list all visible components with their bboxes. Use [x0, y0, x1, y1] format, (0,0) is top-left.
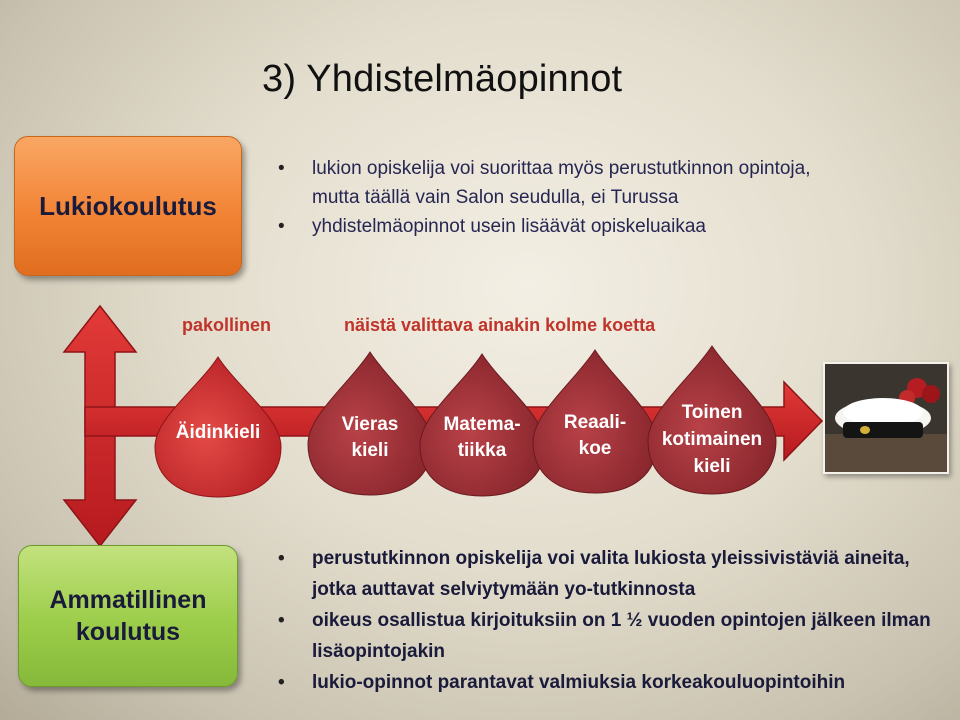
subject-line: kieli — [693, 456, 731, 477]
graduation-cap-icon — [825, 364, 947, 472]
lukio-bullet: • lukion opiskelija voi suorittaa myös perustutkinnon opintoja, mutta täällä vain Salon seudulla, ei Turussa — [278, 154, 858, 212]
ammatillinen-bullet-list — [278, 543, 958, 698]
subject-toinen-kotimainen — [647, 399, 777, 480]
subject-line: Reaali- — [563, 412, 627, 433]
slide-title: 3) Yhdistelmäopinnot — [262, 58, 623, 100]
graduation-cap-photo — [823, 362, 949, 474]
subject-vieras-kieli — [312, 412, 428, 464]
elective-label: näistä valittava ainakin kolme koetta — [344, 315, 656, 335]
subject-line: Vieras — [341, 414, 399, 435]
ammatillinen-label-line: koulutus — [75, 618, 181, 646]
subject-line: Äidinkieli — [175, 422, 261, 443]
ammatillinen-koulutus-box — [18, 545, 238, 687]
subject-matematiikka — [424, 412, 540, 464]
subject-line: kotimainen — [661, 429, 763, 450]
subject-line: koe — [578, 438, 612, 459]
ammatillinen-bullet: • oikeus osallistua kirjoituksiin on 1 ½ vuoden opintojen jälkeen ilman lisäopintojakin — [278, 605, 958, 667]
subject-line: tiikka — [457, 440, 507, 461]
ammatillinen-bullet: • perustutkinnon opiskelija voi valita lukiosta yleissivistäviä aineita, jotka auttavat selviytymään yo-tutkinnosta — [278, 543, 958, 605]
ammatillinen-label-line: Ammatillinen — [49, 585, 207, 614]
lukio-bullet: • yhdistelmäopinnot usein lisäävät opiskeluaikaa — [278, 212, 858, 241]
ammatillinen-bullet: • lukio-opinnot parantavat valmiuksia korkeakouluopintoihin — [278, 667, 958, 698]
subject-line: Matema- — [443, 414, 521, 435]
subject-aidinkieli — [160, 420, 276, 446]
lukiokoulutus-label: Lukiokoulutus — [39, 190, 217, 221]
compulsory-label: pakollinen — [182, 315, 272, 335]
subject-line: Toinen — [681, 402, 743, 423]
subject-reaalikoe — [537, 410, 653, 462]
subject-line: kieli — [351, 440, 389, 461]
